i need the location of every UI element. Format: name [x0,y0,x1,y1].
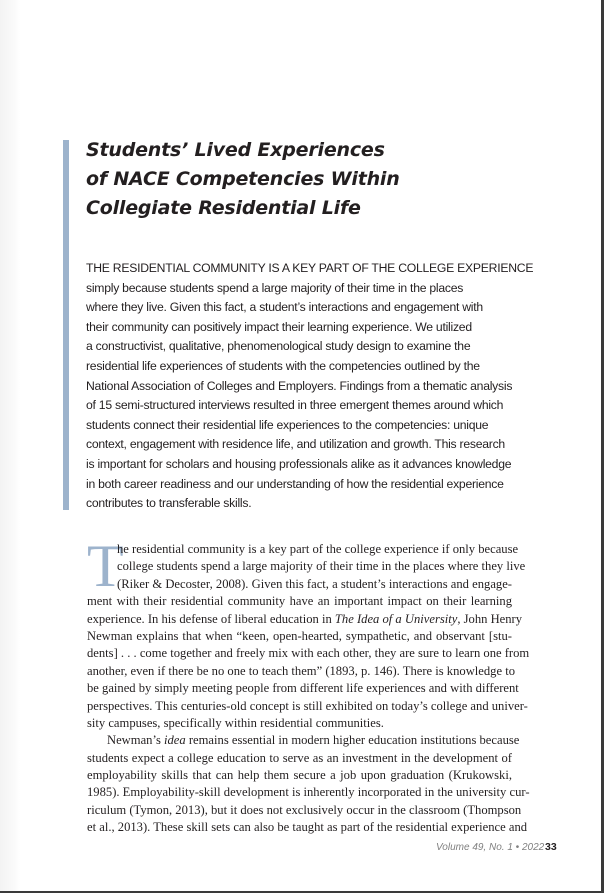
body-text [87,541,530,837]
body-text-run: , John Henry [457,611,523,626]
drop-cap: T [87,542,124,590]
body-line: Newman explains that when “keen, open-hearted, sympathetic, and observant [stu- [87,628,512,643]
body-line [87,611,523,628]
title-line: Students’ Lived Experiences [86,139,385,161]
body-line: employability skills that can help them secure a job upon graduation (Krukowski, [87,768,512,783]
body-line: college students spend a large majority of their time in the places where they live [117,559,526,574]
body-line: students expect a college education to serve as an investment in the development of [87,750,512,765]
book-title-citation: The Idea of a University [334,611,458,626]
abstract-line: in both career readiness and our understanding of how the residential experience [86,476,504,491]
body-line: he residential community is a key part of the college experience if only because [117,542,519,556]
abstract-line: contributes to transferable skills. [86,496,252,511]
body-line [87,732,520,749]
abstract-line: of 15 semi-structured interviews resulted in three emergent themes around which [86,398,504,413]
abstract-line: is important for scholars and housing professionals alike as it advances knowledge [86,456,512,471]
body-text-run: experience. In his defense of liberal education in [87,611,335,626]
abstract-line: their community can positively impact their learning experience. We utilized [86,319,472,334]
title-line: of NACE Competencies Within [86,168,400,190]
abstract-line: National Association of Colleges and Employers. Findings from a thematic analysis [86,378,513,393]
abstract-line: context, engagement with residence life, and utilization and growth. This research [86,437,505,452]
abstract-line: a constructivist, qualitative, phenomenological study design to examine the [86,339,471,354]
body-line: another, even if there be no one to teach them” (1893, p. 146). There is knowledge to [87,663,516,678]
body-text-run: remains essential in modern higher education institutions because [185,733,520,748]
journal-issue-footer: Volume 49, No. 1 • 2022 [436,842,545,853]
emphasis-idea: idea [164,733,186,748]
body-line: et al., 2013). These skill sets can also be taught as part of the residential experience and [87,820,528,835]
article-title [86,136,506,223]
body-line: sity campuses, specifically within residential communities. [87,715,384,730]
abstract-line: where they live. Given this fact, a student’s interactions and engagement with [86,300,483,315]
abstract-line: THE RESIDENTIAL COMMUNITY IS A KEY PART OF THE COLLEGE EXPERIENCE [86,261,534,275]
body-line: (Riker & Decoster, 2008). Given this fact, a student’s interactions and engage- [117,576,512,591]
body-line: ment with their residential community have an important impact on their learning [87,594,512,609]
body-line: 1985). Employability-skill development is inherently incorporated in the university cur- [87,785,530,800]
page-number: 33 [545,841,557,853]
abstract-line: residential life experiences of students with the competencies outlined by the [86,358,480,373]
body-line: be gained by simply meeting people from different life experiences and with different [87,681,519,696]
abstract-line: simply because students spend a large majority of their time in the places [86,280,464,295]
body-line: perspectives. This centuries-old concept is still exhibited on today’s college and univer- [87,698,528,713]
accent-bar [63,140,69,510]
abstract [86,259,534,514]
body-line: dents] . . . come together and freely mix with each other, they are sure to learn one from [87,646,530,661]
title-line: Collegiate Residential Life [86,197,361,219]
abstract-line: students connect their residential life experiences to the competencies: unique [86,417,489,432]
body-text-run: Newman’s [107,733,165,748]
body-line: riculum (Tymon, 2013), but it does not exclusively occur in the classroom (Thompson [87,802,522,817]
